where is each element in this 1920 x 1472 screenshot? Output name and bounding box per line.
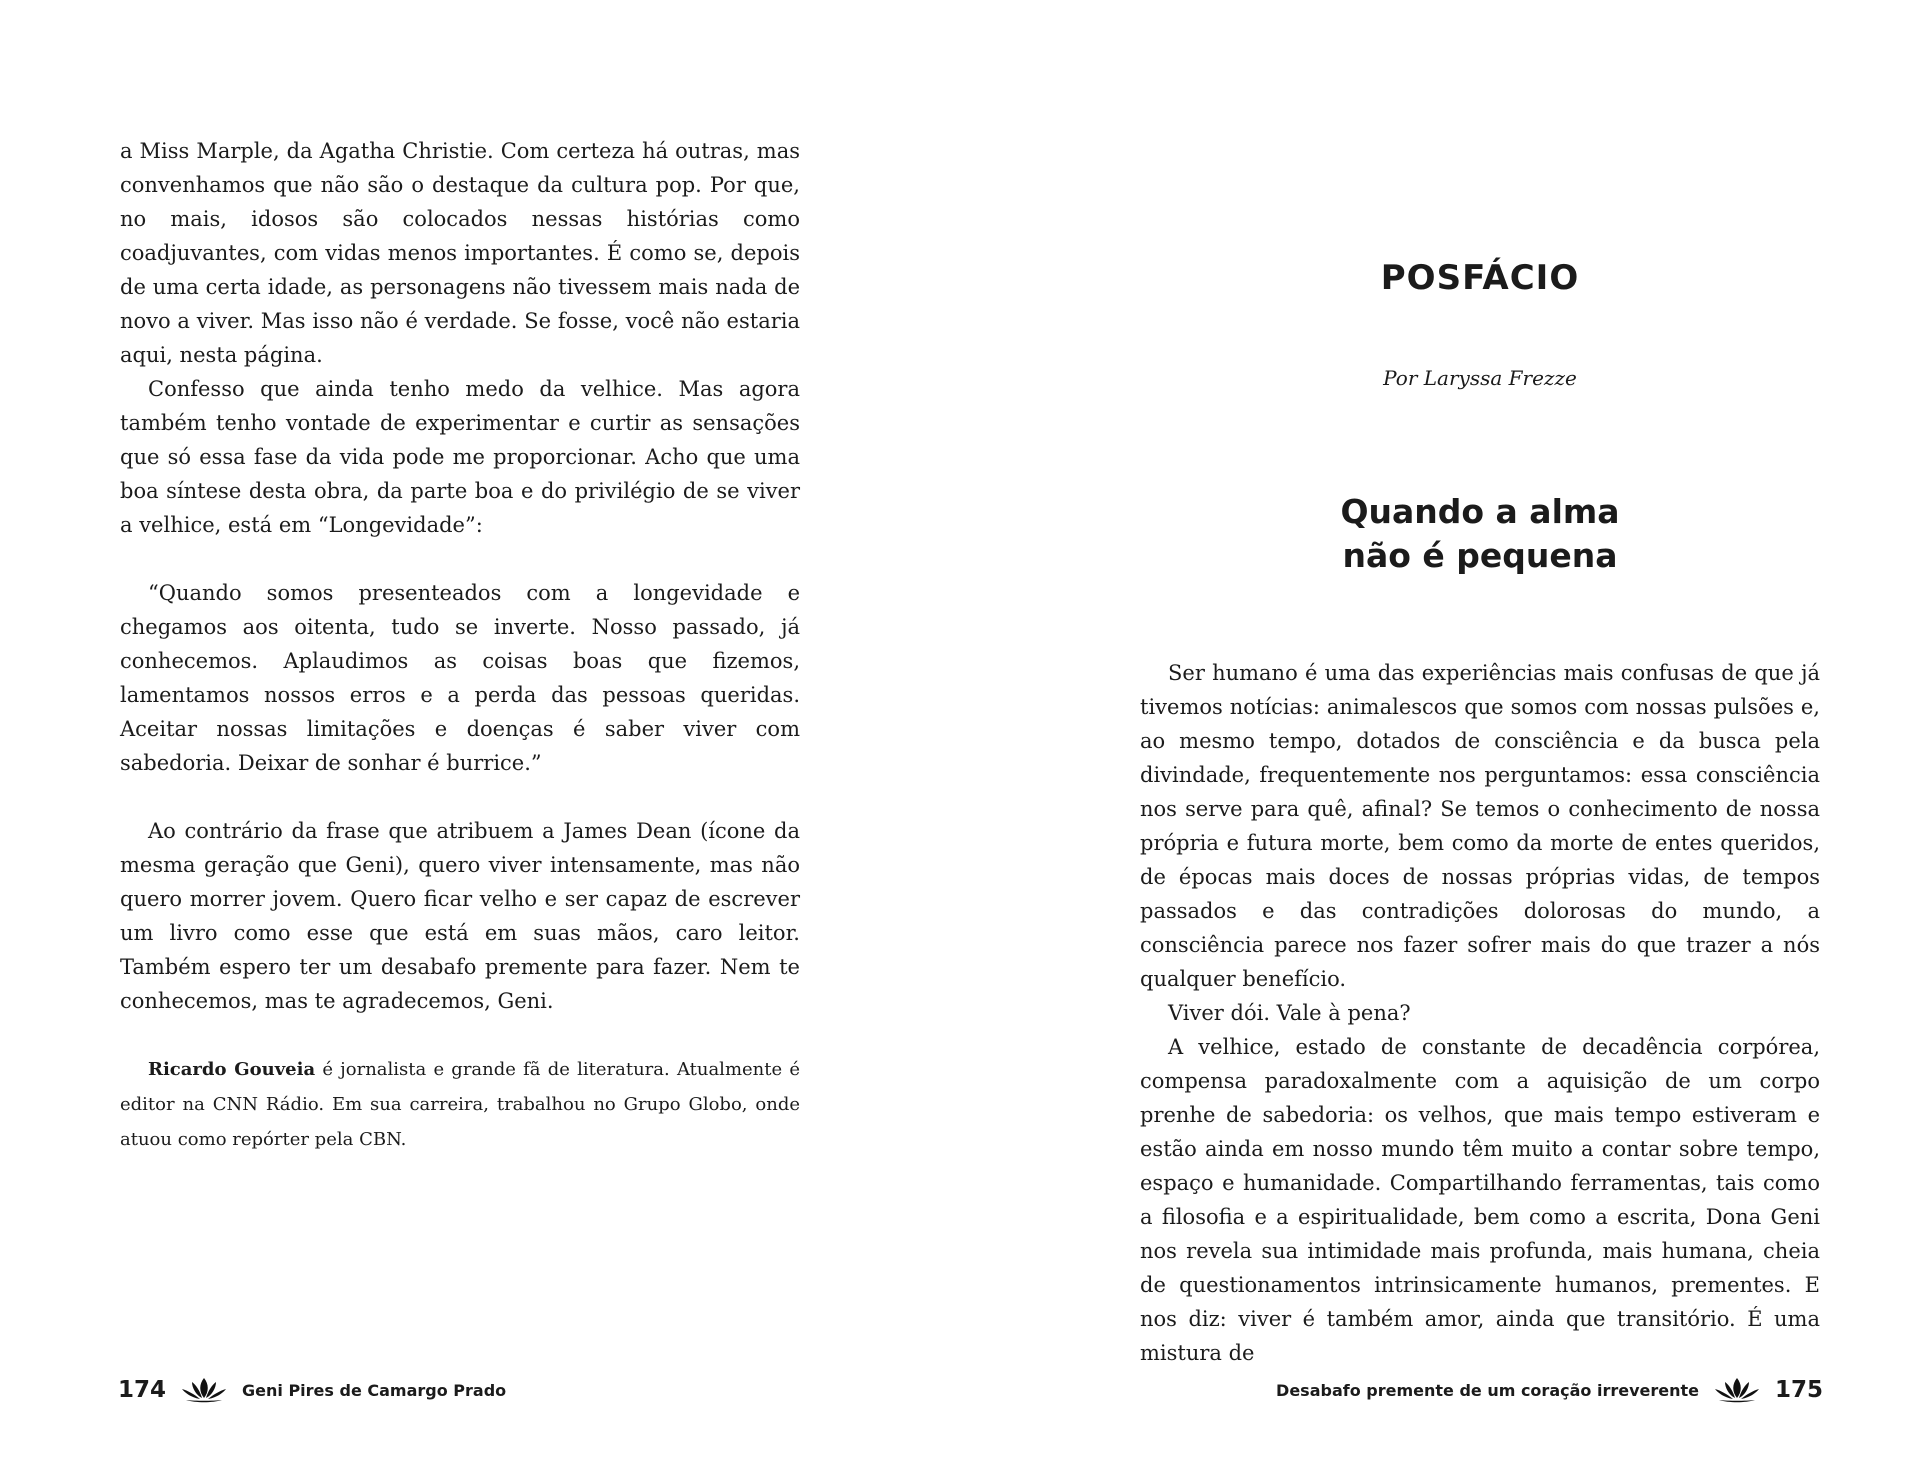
bio-text: é jornalista e grande fã de literatura. Atualmente é editor na CNN Rádio. Em sua carreira, trabalhou no Grupo Globo, onde atuou como repórter pela CBN.: [120, 1059, 800, 1150]
left-body: [120, 134, 800, 1157]
right-footer: [1276, 1372, 1823, 1408]
running-head: Desabafo premente de um coração irreverente: [1276, 1380, 1699, 1400]
chapter-title-line-2: não é pequena: [1342, 536, 1618, 575]
paragraph-2: Confesso que ainda tenho medo da velhice. Mas agora também tenho vontade de experimentar e curtir as sensações que só essa fase da vida pode me proporcionar. Acho que uma boa síntese desta obra, da parte boa e do privilégio de se viver a velhice, está em “Longevidade”:: [120, 377, 800, 537]
author-bio: [120, 1052, 800, 1157]
paragraph-3: A velhice, estado de constante de decadência corpórea, compensa paradoxalmente com a aquisição de um corpo prenhe de sabedoria: os velhos, que mais tempo estiveram e estão ainda em nosso mundo têm muito a contar sobre tempo, espaço e humanidade. Compartilhando ferramentas, tais como a filosofia e a espiritualidade, bem como a escrita, Dona Geni nos revela sua intimidade mais profunda, mais humana, cheia de questionamentos intrinsicamente humanos, prementes. E nos diz: viver é também amor, ainda que transitório. É uma mistura de: [1140, 1035, 1820, 1365]
page-number: 175: [1774, 1377, 1823, 1403]
paragraph-4: Ao contrário da frase que atribuem a James Dean (ícone da mesma geração que Geni), quero viver intensamente, mas não quero morrer jovem. Quero ficar velho e ser capaz de escrever um livro como esse que está em suas mãos, caro leitor. Também espero ter um desabafo premente para fazer. Nem te conhecemos, mas te agradecemos, Geni.: [120, 819, 800, 1013]
paragraph-2: Viver dói. Vale à pena?: [1168, 1001, 1411, 1025]
running-head: Geni Pires de Camargo Prado: [242, 1380, 507, 1400]
paragraph-1: Ser humano é uma das experiências mais confusas de que já tivemos notícias: animalescos que somos com nossas pulsões e, ao mesmo tempo, dotados de consciência e da busca pela divindade, frequentemente nos perguntamos: essa consciência nos serve para quê, afinal? Se temos o conhecimento de nossa própria e futura morte, bem como da morte de entes queridos, de épocas mais doces de nossas próprias vidas, de tempos passados e das contradições dolorosas do mundo, a consciência parece nos fazer sofrer mais do que trazer a nós qualquer benefício.: [1140, 661, 1820, 991]
quote-paragraph: “Quando somos presenteados com a longevidade e chegamos aos oitenta, tudo se inverte. Nosso passado, já conhecemos. Aplaudimos as coisas boas que fizemos, lamentamos nossos erros e a perda das pessoas queridas. Aceitar nossas limitações e doenças é saber viver com sabedoria. Deixar de sonhar é burrice.”: [120, 581, 800, 775]
lotus-icon: [1713, 1376, 1761, 1404]
chapter-title: [1140, 490, 1820, 578]
right-page: [960, 0, 1920, 1472]
section-title: POSFÁCIO: [1380, 258, 1580, 298]
chapter-title-line-1: Quando a alma: [1340, 492, 1620, 531]
left-footer: [118, 1372, 506, 1408]
lotus-icon: [180, 1376, 228, 1404]
right-body: [1140, 656, 1820, 1370]
page-number: 174: [118, 1377, 167, 1403]
paragraph-1: a Miss Marple, da Agatha Christie. Com certeza há outras, mas convenhamos que não são o destaque da cultura pop. Por que, no mais, idosos são colocados nessas histórias como coadjuvantes, com vidas menos importantes. É como se, depois de uma certa idade, as personagens não tivessem mais nada de novo a viver. Mas isso não é verdade. Se fosse, você não estaria aqui, nesta página.: [120, 139, 800, 367]
byline: Por Laryssa Frezze: [1383, 366, 1577, 390]
bio-name: Ricardo Gouveia: [148, 1059, 316, 1080]
